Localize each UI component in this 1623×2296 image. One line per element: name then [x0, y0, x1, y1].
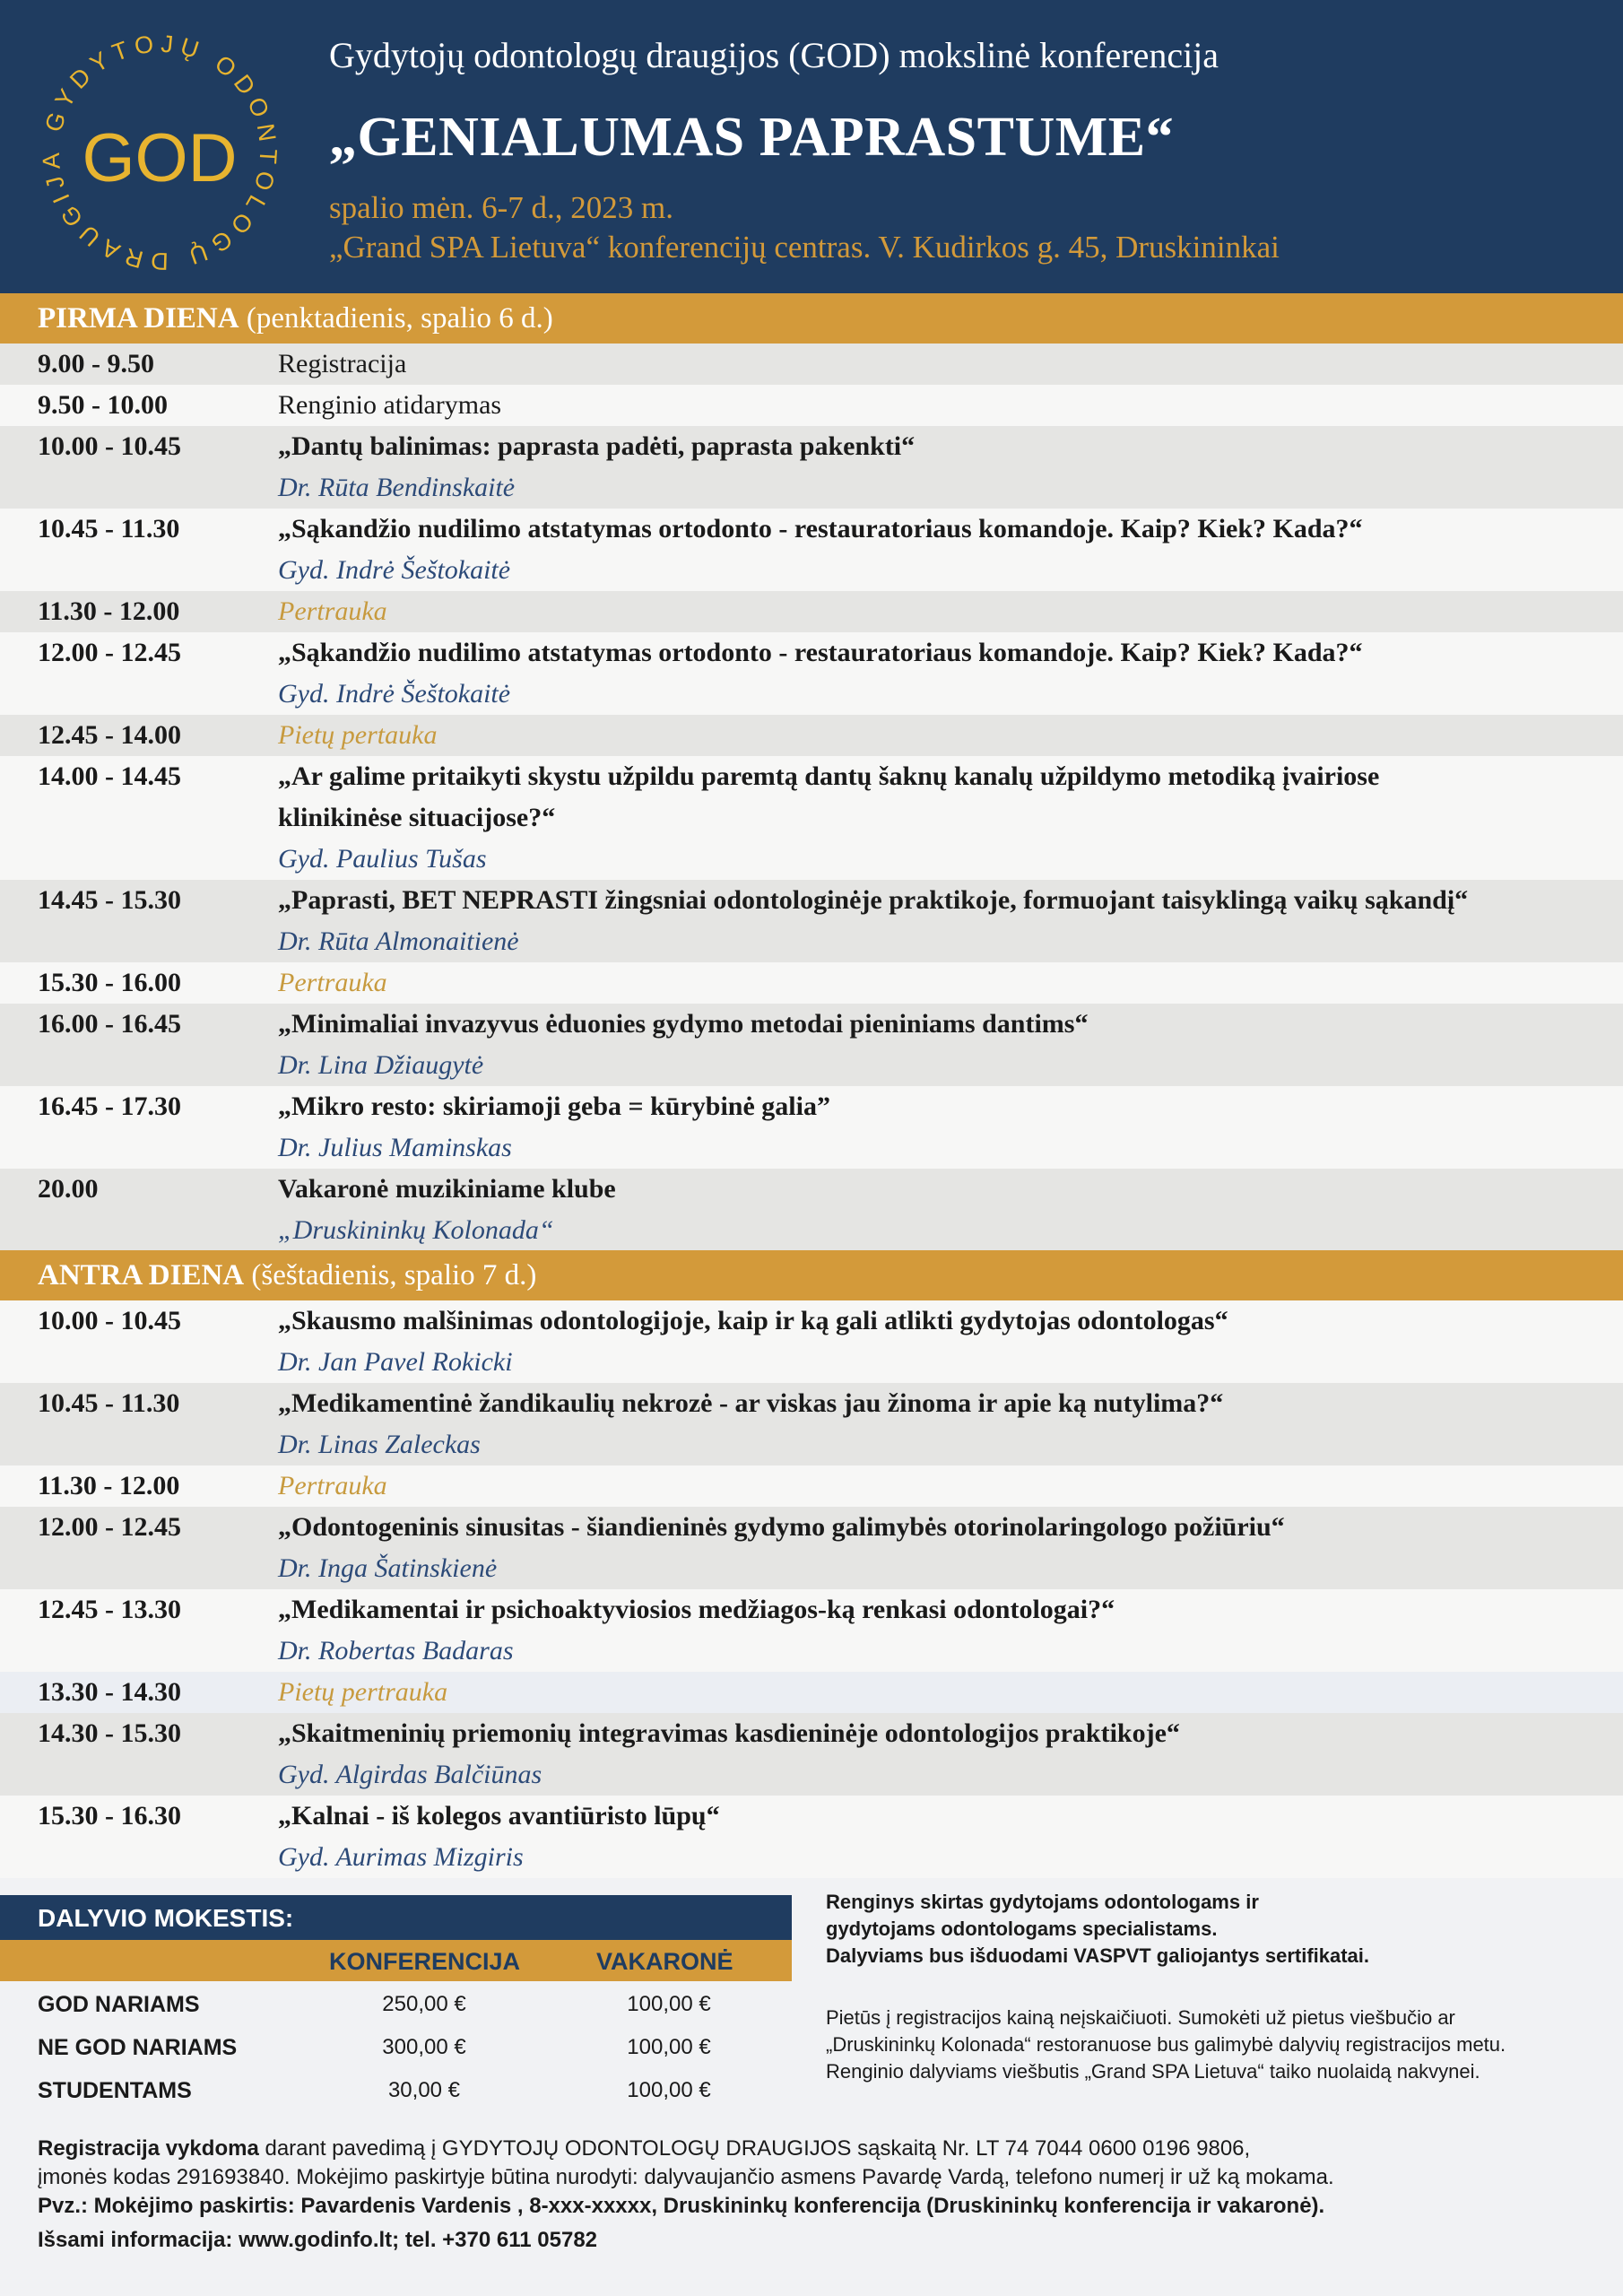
session-content — [278, 880, 1623, 962]
session-content — [278, 756, 1623, 880]
time-slot: 12.45 - 14.00 — [38, 720, 181, 750]
note-line: Renginys skirtas gydytojams odontologams ir — [826, 1891, 1259, 1913]
session-content — [278, 715, 1623, 756]
fee-row — [0, 1985, 792, 2028]
session-content — [278, 632, 1623, 715]
break-label: Pertrauka — [278, 968, 387, 997]
speaker-name: Dr. Lina Džiaugytė — [278, 1050, 484, 1080]
speaker-name: Dr. Linas Zaleckas — [278, 1430, 481, 1459]
session-content — [278, 1589, 1623, 1672]
speaker-name: Dr. Inga Šatinskienė — [278, 1553, 498, 1583]
speaker-name: Dr. Rūta Bendinskaitė — [278, 473, 516, 502]
schedule-row — [0, 1465, 1623, 1507]
conference-title: „GENIALUMAS PAPRASTUME“ — [329, 107, 1175, 168]
conference-fee: 300,00 € — [382, 2035, 466, 2059]
schedule-row — [0, 385, 1623, 426]
speaker-name: Gyd. Indrė Šeštokaitė — [278, 679, 511, 709]
evening-fee: 100,00 € — [627, 2035, 711, 2059]
session-content — [278, 1713, 1623, 1796]
fee-row — [0, 2071, 792, 2114]
session-title: „Ar galime pritaikyti skystu užpildu paremtą dantų šaknų kanalų užpildymo metodiką įvairiose klinikinėse situacijose?“ — [278, 761, 1380, 832]
session-content — [278, 1300, 1623, 1383]
session-title: „Sąkandžio nudilimo atstatymas ortodonto - restauratoriaus komandoje. Kaip? Kiek? Kada?“ — [278, 514, 1363, 544]
participant-type: STUDENTAMS — [38, 2078, 192, 2103]
day2-program — [0, 1250, 1623, 1878]
session-title: „Skaitmeninių priemonių integravimas kasdieninėje odontologijos praktikoje“ — [278, 1718, 1180, 1748]
registration-line2: įmonės kodas 291693840. Mokėjimo paskirtyje būtina nurodyti: dalyvaujančio asmens Pavardę Vardą, telefono numerį ir už ką mokama. — [38, 2165, 1334, 2189]
session-title: „Paprasti, BET NEPRASTI žingsniai odontologinėje praktikoje, formuojant taisyklingą vaikų sąkandį“ — [278, 885, 1469, 915]
speaker-name: Dr. Rūta Almonaitienė — [278, 926, 519, 956]
schedule-row — [0, 715, 1623, 756]
evening-fee: 100,00 € — [627, 1992, 711, 2016]
time-slot: 12.45 - 13.30 — [38, 1595, 181, 1624]
conference-fee: 250,00 € — [382, 1992, 466, 2016]
speaker-name: Gyd. Aurimas Mizgiris — [278, 1842, 524, 1872]
time-slot: 20.00 — [38, 1174, 99, 1204]
note-line: Pietūs į registracijos kainą neįskaičiuoti. Sumokėti už pietus viešbučio ar — [826, 2006, 1455, 2029]
speaker-name: Dr. Robertas Badaras — [278, 1636, 514, 1665]
session-content — [278, 344, 1623, 385]
lunch-note — [826, 2005, 1506, 2085]
schedule-row — [0, 1004, 1623, 1086]
day1-program — [0, 293, 1623, 1251]
time-slot: 13.30 - 14.30 — [38, 1677, 181, 1707]
session-content — [278, 1169, 1623, 1251]
session-title: „Medikamentai ir psichoaktyviosios medžiagos-ką renkasi odontologai?“ — [278, 1595, 1115, 1624]
conference-venue: „Grand SPA Lietuva“ konferencijų centras. V. Kudirkos g. 45, Druskininkai — [329, 230, 1280, 265]
contact-info: Išsami informacija: www.godinfo.lt; tel. +370 611 05782 — [38, 2228, 598, 2252]
schedule-row — [0, 344, 1623, 385]
session-content — [278, 1383, 1623, 1465]
session-title: Renginio atidarymas — [278, 390, 502, 420]
break-label: Pietų pertauka — [278, 720, 438, 750]
time-slot: 11.30 - 12.00 — [38, 596, 180, 626]
time-slot: 10.00 - 10.45 — [38, 431, 181, 461]
speaker-name: „Druskininkų Kolonada“ — [278, 1215, 554, 1245]
schedule-row — [0, 1672, 1623, 1713]
god-logo — [34, 27, 285, 278]
session-content — [278, 1086, 1623, 1169]
day1-heading: PIRMA DIENA (penktadienis, spalio 6 d.) — [0, 293, 1623, 344]
schedule-row — [0, 1507, 1623, 1589]
time-slot: 14.45 - 15.30 — [38, 885, 181, 915]
session-content — [278, 1796, 1623, 1878]
time-slot: 14.00 - 14.45 — [38, 761, 181, 791]
session-title: „Kalnai - iš kolegos avantiūristo lūpų“ — [278, 1801, 720, 1831]
fee-heading: DALYVIO MOKESTIS: — [0, 1895, 792, 1940]
note-line: gydytojams odontologams specialistams. — [826, 1918, 1218, 1940]
fee-row — [0, 2028, 792, 2071]
time-slot: 15.30 - 16.00 — [38, 968, 181, 997]
schedule-row — [0, 591, 1623, 632]
session-content — [278, 426, 1623, 509]
time-slot: 9.50 - 10.00 — [38, 390, 168, 420]
schedule-row — [0, 756, 1623, 880]
conference-subtitle: Gydytojų odontologų draugijos (GOD) mokslinė konferencija — [329, 35, 1219, 75]
note-line: Dalyviams bus išduodami VASPVT galiojantys sertifikatai. — [826, 1944, 1370, 1967]
session-content — [278, 509, 1623, 591]
conference-fee: 30,00 € — [387, 2078, 461, 2102]
session-title: „Sąkandžio nudilimo atstatymas ortodonto - restauratoriaus komandoje. Kaip? Kiek? Kada?“ — [278, 638, 1363, 667]
session-content — [278, 1004, 1623, 1086]
logo-text: GOD — [82, 120, 238, 196]
time-slot: 16.00 - 16.45 — [38, 1009, 181, 1039]
logo-ring-text: GYDYTOJŲ ODONTOLOGŲ DRAUGIJA — [37, 30, 282, 275]
note-line: „Druskininkų Kolonada“ restoranuose bus galimybė dalyvių registracijos metu. — [826, 2033, 1506, 2056]
schedule-row — [0, 1169, 1623, 1251]
break-label: Pietų pertrauka — [278, 1677, 448, 1707]
schedule-row — [0, 1589, 1623, 1672]
speaker-name: Gyd. Indrė Šeštokaitė — [278, 555, 511, 585]
evening-fee: 100,00 € — [627, 2078, 711, 2102]
session-title: Vakaronė muzikiniame klube — [278, 1174, 616, 1204]
time-slot: 10.45 - 11.30 — [38, 1388, 180, 1418]
fee-col-evening: VAKARONĖ — [596, 1948, 733, 1975]
time-slot: 12.00 - 12.45 — [38, 1512, 181, 1542]
session-content — [278, 385, 1623, 426]
fee-table — [0, 1895, 792, 2114]
session-title: Registracija — [278, 349, 407, 378]
time-slot: 16.45 - 17.30 — [38, 1091, 181, 1121]
registration-example: Pvz.: Mokėjimo paskirtis: Pavardenis Vardenis , 8-xxx-xxxxx, Druskininkų konferencija (Druskininkų konferencija ir vakaronė). — [38, 2194, 1325, 2218]
registration-info — [38, 2135, 1334, 2255]
audience-note — [826, 1889, 1369, 1970]
schedule-row — [0, 632, 1623, 715]
schedule-row — [0, 962, 1623, 1004]
schedule-row — [0, 1300, 1623, 1383]
participant-type: NE GOD NARIAMS — [38, 2035, 238, 2060]
time-slot: 9.00 - 9.50 — [38, 349, 154, 378]
conference-date: spalio mėn. 6-7 d., 2023 m. — [329, 190, 673, 225]
speaker-name: Dr. Jan Pavel Rokicki — [278, 1347, 513, 1377]
break-label: Pertrauka — [278, 596, 387, 626]
session-title: „Minimaliai invazyvus ėduonies gydymo metodai pieniniams dantims“ — [278, 1009, 1089, 1039]
schedule-row — [0, 880, 1623, 962]
schedule-row — [0, 1383, 1623, 1465]
registration-line1: Registracija vykdoma darant pavedimą į GYDYTOJŲ ODONTOLOGŲ DRAUGIJOS sąskaitą Nr. LT 74 7044 0600 0196 9806, — [38, 2136, 1251, 2161]
session-title: „Medikamentinė žandikaulių nekrozė - ar viskas jau žinoma ir apie ką nutylima?“ — [278, 1388, 1224, 1418]
note-line: Renginio dalyviams viešbutis „Grand SPA Lietuva“ taiko nuolaidą nakvynei. — [826, 2060, 1480, 2083]
session-content — [278, 962, 1623, 1004]
speaker-name: Gyd. Algirdas Balčiūnas — [278, 1760, 542, 1789]
time-slot: 11.30 - 12.00 — [38, 1471, 180, 1500]
schedule-row — [0, 1796, 1623, 1878]
time-slot: 10.00 - 10.45 — [38, 1306, 181, 1335]
time-slot: 10.45 - 11.30 — [38, 514, 180, 544]
speaker-name: Dr. Julius Maminskas — [278, 1133, 512, 1162]
break-label: Pertrauka — [278, 1471, 387, 1500]
schedule-row — [0, 426, 1623, 509]
session-title: „Dantų balinimas: paprasta padėti, paprasta pakenkti“ — [278, 431, 916, 461]
session-content — [278, 1465, 1623, 1507]
header-banner — [0, 0, 1623, 293]
schedule-row — [0, 1086, 1623, 1169]
session-content — [278, 1507, 1623, 1589]
session-content — [278, 591, 1623, 632]
time-slot: 12.00 - 12.45 — [38, 638, 181, 667]
session-title: „Skausmo malšinimas odontologijoje, kaip ir ką gali atlikti gydytojas odontologas“ — [278, 1306, 1228, 1335]
session-title: „Mikro resto: skiriamoji geba = kūrybinė galia” — [278, 1091, 830, 1121]
session-title: „Odontogeninis sinusitas - šiandieninės gydymo galimybės otorinolaringologo požiūriu“ — [278, 1512, 1285, 1542]
time-slot: 15.30 - 16.30 — [38, 1801, 181, 1831]
day2-heading: ANTRA DIENA (šeštadienis, spalio 7 d.) — [0, 1250, 1623, 1300]
fee-columns — [0, 1940, 792, 1981]
schedule-row — [0, 1713, 1623, 1796]
participant-type: GOD NARIAMS — [38, 1992, 200, 2017]
time-slot: 14.30 - 15.30 — [38, 1718, 181, 1748]
fee-col-conference: KONFERENCIJA — [329, 1948, 521, 1975]
speaker-name: Gyd. Paulius Tušas — [278, 844, 487, 874]
session-content — [278, 1672, 1623, 1713]
schedule-row — [0, 509, 1623, 591]
